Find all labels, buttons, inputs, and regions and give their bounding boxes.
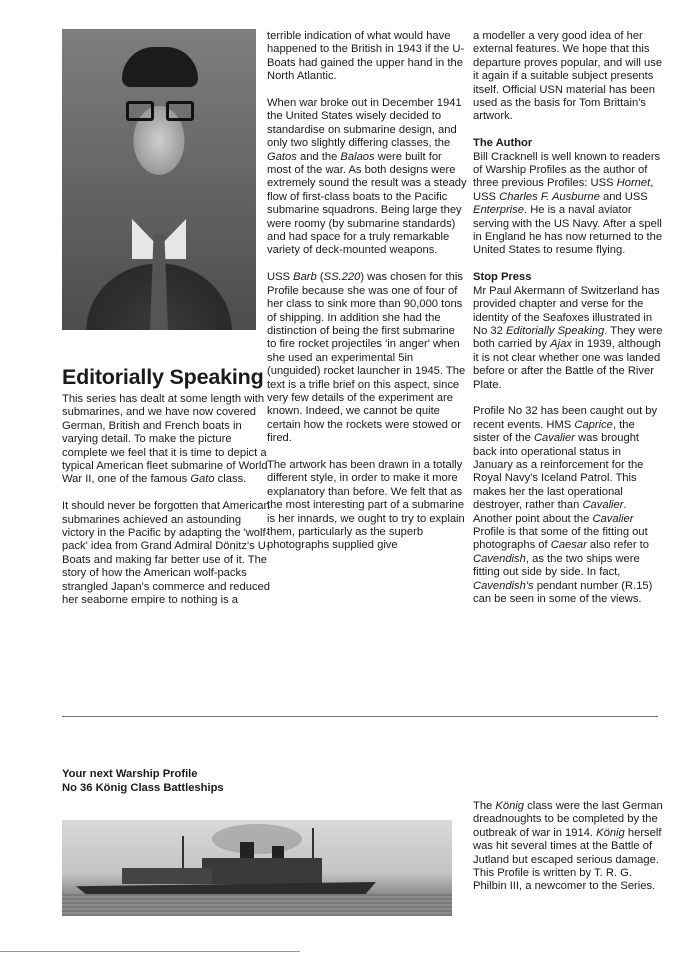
column-3 — [473, 30, 663, 606]
next-profile-line-1: Your next Warship Profile — [62, 768, 198, 780]
paragraph-profile-32: Profile No 32 has been caught out by recent events. HMS Caprice, the sister of the Cavalier was brought back into operational status in January as a reinforcement for the Royal Navy's Iceland Patrol. This makes her the last operational destroyer, rather than Cavalier. Another point about the Cavalier Profile is that some of the fitting out photographs of Caesar also refer to Cavendish, as the two ships were fitting out side by side. In fact, Cavendish's pendant number (R.15) can be seen in some of the views. — [473, 405, 658, 606]
paragraph-modeller: a modeller a very good idea of her external features. We hope that this departure proves popular, and will use it again if a suitable subject presents itself. Official USN material has been used as the basis for Tom Brittain's artwork. — [473, 30, 663, 123]
paragraph-standardise: When war broke out in December 1941 the United States wisely decided to standardise on submarine design, and only two slightly differing classes, the Gatos and the Balaos were built for most of the war. As both designs were extremely sound the result was a steady flow of first-class boats to the Pacific submarine squadrons. Being large they were roomy (by submarine standards) and had space for a truly remarkable variety of deck-mounted weapons. — [267, 97, 467, 257]
paragraph-victory: It should never be forgotten that American submarines achieved an astounding victory in the Pacific by adapting the 'wolf-pack' idea from Grand Admiral Dönitz's U-Boats and making far better use of it. The story of how the American wolf-packs strangled Japan's commerce and reduced her seaborne empire to nothing is a — [62, 500, 270, 607]
author-subheading: The Author — [473, 137, 533, 150]
battleship-photo — [62, 820, 452, 916]
paragraph-konig: The König class were the last German dreadnoughts to be completed by the outbreak of war in 1914. König herself was hit several times at the Battle of Jutland but escaped serious damage. This Profile is written by T. R. G. Philbin III, a newcomer to the Series. — [473, 800, 663, 893]
column-2 — [267, 30, 467, 553]
author-portrait-photo — [62, 29, 256, 330]
bottom-divider — [0, 951, 300, 952]
next-profile-line-2: No 36 König Class Battleships — [62, 781, 224, 794]
next-profile-title — [62, 768, 224, 795]
paragraph-intro: This series has dealt at some length with submarines, and we have now covered German, British and French boats in varying detail. To make the picture complete we feel that it is time to depict a typical American fleet submarine of World War II, one of the famous Gato class. — [62, 393, 268, 486]
paragraph-author: Bill Cracknell is well known to readers of Warship Profiles as the author of three previous Profiles: USS Hornet, USS Charles F. Ausburne and USS Enterprise. He is a naval aviator serving with the US Navy. After a spell in England he has now returned to the United States to resume flying. — [473, 150, 663, 257]
paragraph-artwork: The artwork has been drawn in a totally different style, in order to make it more explanatory than before. We felt that as the most interesting part of a submarine is her innards, we ought to try to explain them, particularly as the superb photographs supplied give — [267, 458, 465, 552]
section-divider — [62, 716, 658, 717]
paragraph-stop-press: Mr Paul Akermann of Switzerland has provided chapter and verse for the identity of the Seafoxes illustrated in No 32 Editorially Speaking. They were both carried by Ajax in 1939, although it is not clear whether one was landed before or after the Battle of the River Plate. — [473, 284, 663, 391]
paragraph-atlantic: terrible indication of what would have happened to the British in 1943 if the U-Boats had gained the upper hand in the North Atlantic. — [267, 30, 465, 83]
page-heading: Editorially Speaking — [62, 365, 264, 389]
stop-press-subheading: Stop Press — [473, 271, 532, 284]
column-1 — [62, 393, 272, 607]
paragraph-barb: USS Barb (SS.220) was chosen for this Profile because she was one of four of her class to sink more than 90,000 tons of shipping. In addition she had the distinction of being the first submarine to fire rocket projectiles 'in anger' when she used an experimental 5in (unguided) rocket launcher in 1945. The text is a trifle brief on this aspect, since very few details of the experiment are known. Indeed, we cannot be quite certain how the rockets were stowed or fired. — [267, 271, 466, 445]
konig-description — [473, 800, 663, 894]
